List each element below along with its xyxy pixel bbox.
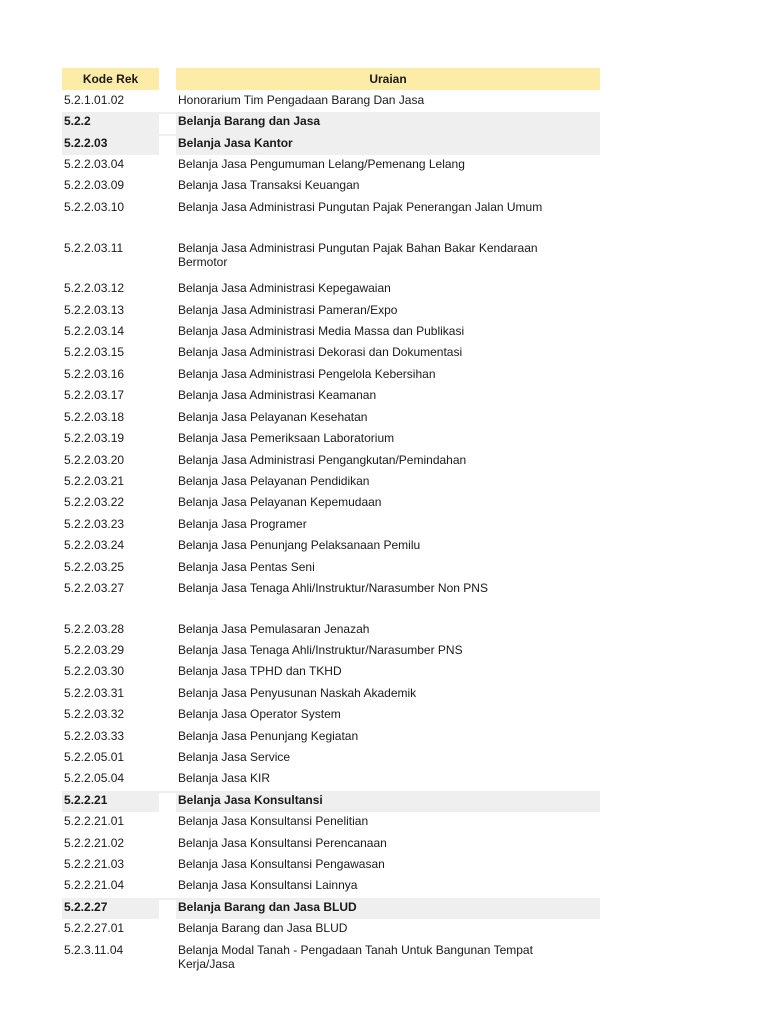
- uraian-cell: Belanja Jasa Programer: [178, 517, 307, 531]
- uraian-cell: Belanja Jasa Penunjang Kegiatan: [178, 729, 359, 743]
- uraian-cell: Belanja Jasa Administrasi Dekorasi dan Dokumentasi: [178, 345, 463, 359]
- table-body: [62, 91, 600, 979]
- uraian-cell: Belanja Modal Tanah - Pengadaan Tanah Untuk Bangunan Tempat Kerja/Jasa: [178, 943, 533, 971]
- uraian-cell: Belanja Jasa Administrasi Pameran/Expo: [178, 303, 398, 317]
- kode-rek-cell: 5.2.2.21.04: [64, 878, 125, 892]
- table-row-group-heading: [62, 134, 600, 155]
- kode-rek-cell: 5.2.2.27.01: [64, 921, 125, 935]
- table-row: [62, 515, 600, 536]
- uraian-cell: Belanja Jasa Konsultansi Penelitian: [178, 814, 369, 828]
- kode-rek-cell: 5.2.2.03.31: [64, 686, 125, 700]
- kode-rek-cell: 5.2.2.03.33: [64, 729, 125, 743]
- table-row: [62, 155, 600, 176]
- kode-rek-cell: 5.2.2.03.04: [64, 157, 125, 171]
- table-row: [62, 91, 600, 112]
- uraian-cell: Belanja Barang dan Jasa: [178, 114, 321, 128]
- kode-rek-cell: 5.2.2.03.29: [64, 643, 125, 657]
- kode-rek-cell: 5.2.2.03.22: [64, 495, 125, 509]
- table-row: [62, 812, 600, 834]
- table-row: [62, 558, 600, 579]
- table-row: [62, 301, 600, 322]
- uraian-cell: Belanja Jasa Administrasi Pungutan Pajak Bahan Bakar Kendaraan Bermotor: [178, 241, 538, 269]
- kode-rek-cell: 5.2.2.03.15: [64, 345, 125, 359]
- table-row: [62, 684, 600, 705]
- kode-rek-cell: 5.2.1.01.02: [64, 93, 125, 107]
- table-row-group-heading: [62, 112, 600, 134]
- kode-rek-cell: 5.2.2.03.28: [64, 622, 125, 636]
- uraian-cell: Belanja Jasa Operator System: [178, 707, 341, 721]
- table-row: [62, 239, 600, 279]
- table-row: [62, 365, 600, 386]
- kode-rek-cell: 5.2.2.03.11: [64, 241, 124, 255]
- uraian-cell: Belanja Jasa Pemulasaran Jenazah: [178, 622, 370, 636]
- kode-rek-cell: 5.2.2.03.27: [64, 581, 125, 595]
- kode-rek-cell: 5.2.2.03.25: [64, 560, 125, 574]
- table-row: [62, 279, 600, 301]
- kode-rek-cell: 5.2.2.03.20: [64, 453, 125, 467]
- account-code-table: [62, 68, 600, 979]
- table-row: [62, 941, 600, 979]
- table-row: [62, 386, 600, 408]
- uraian-cell: Belanja Jasa Konsultansi Perencanaan: [178, 836, 387, 850]
- uraian-cell: Belanja Jasa Administrasi Kepegawaian: [178, 281, 391, 295]
- table-row: [62, 536, 600, 558]
- table-row: [62, 620, 600, 641]
- kode-rek-cell: 5.2.2: [64, 114, 91, 128]
- kode-rek-cell: 5.2.2.03.14: [64, 324, 125, 338]
- kode-rek-cell: 5.2.2.03.17: [64, 388, 125, 402]
- table-row: [62, 641, 600, 662]
- uraian-cell: Belanja Jasa Administrasi Media Massa dan Publikasi: [178, 324, 465, 338]
- kode-rek-cell: 5.2.2.03.16: [64, 367, 125, 381]
- kode-rek-cell: 5.2.2.03.23: [64, 517, 125, 531]
- uraian-cell: Belanja Jasa Tenaga Ahli/Instruktur/Narasumber Non PNS: [178, 581, 488, 595]
- header-kode-rek: Kode Rek: [62, 68, 159, 90]
- kode-rek-cell: 5.2.2.05.04: [64, 771, 125, 785]
- kode-rek-cell: 5.2.2.03.19: [64, 431, 125, 445]
- kode-rek-cell: 5.2.2.03.18: [64, 410, 125, 424]
- table-row: [62, 855, 600, 876]
- uraian-cell: Belanja Jasa Administrasi Pengangkutan/Pemindahan: [178, 453, 467, 467]
- uraian-cell: Belanja Jasa Transaksi Keuangan: [178, 178, 360, 192]
- uraian-cell: Belanja Jasa Pelayanan Kepemudaan: [178, 495, 382, 509]
- table-row: [62, 876, 600, 898]
- uraian-cell: Belanja Jasa Administrasi Keamanan: [178, 388, 377, 402]
- kode-rek-cell: 5.2.2.21: [64, 793, 108, 807]
- uraian-cell: Belanja Jasa Penunjang Pelaksanaan Pemilu: [178, 538, 421, 552]
- table-row: [62, 493, 600, 515]
- table-row: [62, 919, 600, 941]
- kode-rek-cell: 5.2.2.03.24: [64, 538, 125, 552]
- kode-rek-cell: 5.2.2.03.12: [64, 281, 125, 295]
- kode-rek-cell: 5.2.2.03.10: [64, 200, 125, 214]
- table-row-group-heading: [62, 898, 600, 919]
- table-row-group-heading: [62, 791, 600, 812]
- uraian-cell: Belanja Barang dan Jasa BLUD: [178, 900, 357, 914]
- table-header: [62, 68, 600, 90]
- uraian-cell: Belanja Barang dan Jasa BLUD: [178, 921, 348, 935]
- table-row: [62, 579, 600, 620]
- table-row: [62, 769, 600, 791]
- table-row: [62, 748, 600, 769]
- uraian-cell: Belanja Jasa Pentas Seni: [178, 560, 315, 574]
- kode-rek-cell: 5.2.2.03.32: [64, 707, 125, 721]
- kode-rek-cell: 5.2.2.21.02: [64, 836, 125, 850]
- uraian-cell: Belanja Jasa Konsultansi Lainnya: [178, 878, 358, 892]
- kode-rek-cell: 5.2.3.11.04: [64, 943, 124, 957]
- uraian-cell: Belanja Jasa Konsultansi: [178, 793, 323, 807]
- uraian-cell: Belanja Jasa TPHD dan TKHD: [178, 664, 342, 678]
- uraian-cell: Belanja Jasa Pengumuman Lelang/Pemenang Lelang: [178, 157, 465, 171]
- table-row: [62, 198, 600, 239]
- uraian-cell: Belanja Jasa Tenaga Ahli/Instruktur/Narasumber PNS: [178, 643, 463, 657]
- table-row: [62, 343, 600, 365]
- table-row: [62, 472, 600, 493]
- table-row: [62, 834, 600, 855]
- table-row: [62, 322, 600, 343]
- kode-rek-cell: 5.2.2.03: [64, 136, 108, 150]
- kode-rek-cell: 5.2.2.21.01: [64, 814, 125, 828]
- table-row: [62, 176, 600, 198]
- kode-rek-cell: 5.2.2.03.09: [64, 178, 125, 192]
- table-row: [62, 408, 600, 429]
- header-uraian: Uraian: [176, 68, 600, 90]
- uraian-cell: Belanja Jasa KIR: [178, 771, 271, 785]
- uraian-cell: Belanja Jasa Penyusunan Naskah Akademik: [178, 686, 417, 700]
- uraian-cell: Belanja Jasa Pelayanan Kesehatan: [178, 410, 368, 424]
- table-row: [62, 705, 600, 727]
- uraian-cell: Belanja Jasa Kantor: [178, 136, 293, 150]
- kode-rek-cell: 5.2.2.03.21: [64, 474, 125, 488]
- kode-rek-cell: 5.2.2.03.30: [64, 664, 125, 678]
- kode-rek-cell: 5.2.2.03.13: [64, 303, 125, 317]
- uraian-cell: Belanja Jasa Administrasi Pungutan Pajak Penerangan Jalan Umum: [178, 200, 543, 214]
- table-row: [62, 727, 600, 748]
- uraian-cell: Belanja Jasa Service: [178, 750, 291, 764]
- table-row: [62, 451, 600, 472]
- uraian-cell: Belanja Jasa Pemeriksaan Laboratorium: [178, 431, 395, 445]
- uraian-cell: Belanja Jasa Pelayanan Pendidikan: [178, 474, 370, 488]
- table-row: [62, 662, 600, 684]
- table-row: [62, 429, 600, 451]
- uraian-cell: Honorarium Tim Pengadaan Barang Dan Jasa: [178, 93, 425, 107]
- kode-rek-cell: 5.2.2.27: [64, 900, 108, 914]
- kode-rek-cell: 5.2.2.05.01: [64, 750, 125, 764]
- uraian-cell: Belanja Jasa Konsultansi Pengawasan: [178, 857, 385, 871]
- kode-rek-cell: 5.2.2.21.03: [64, 857, 125, 871]
- uraian-cell: Belanja Jasa Administrasi Pengelola Kebersihan: [178, 367, 436, 381]
